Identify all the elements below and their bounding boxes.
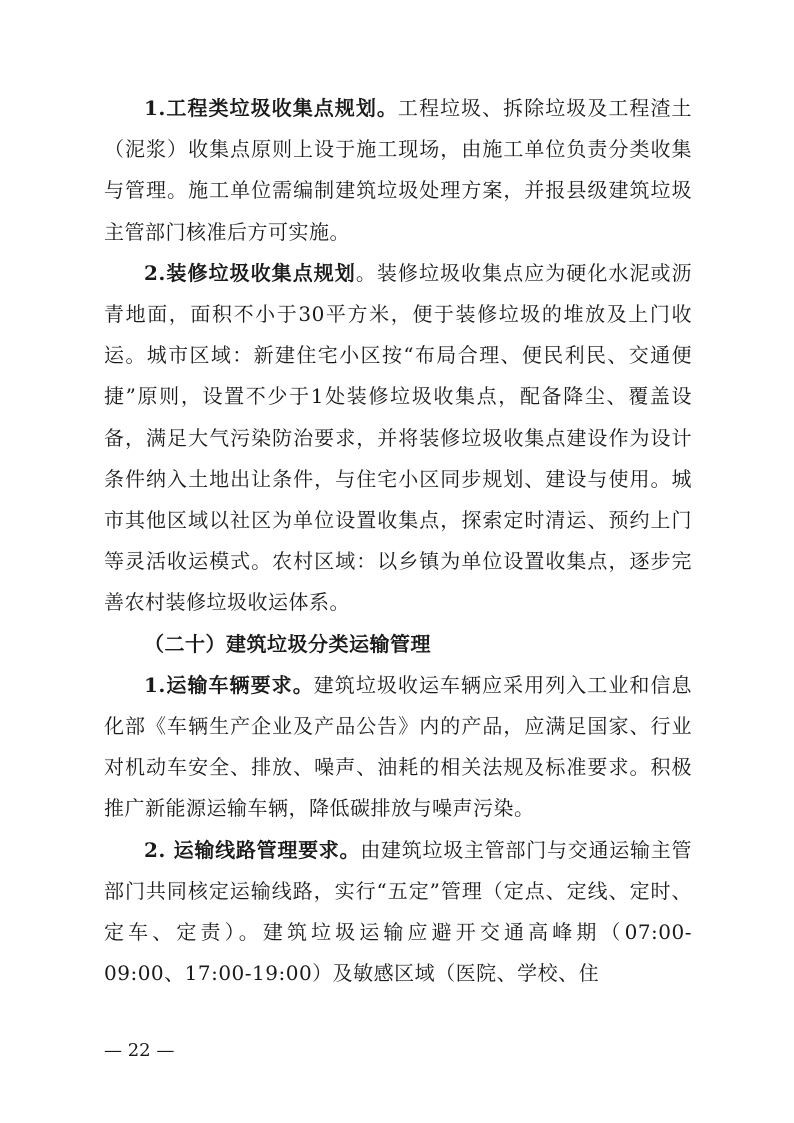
document-body	[104, 88, 692, 994]
paragraph-transport-vehicles	[104, 665, 692, 830]
paragraph-transport-routes	[104, 830, 692, 995]
paragraph-body: 建筑垃圾收运车辆应采用列入工业和信息化部《车辆生产企业及产品公告》内的产品，应满足国家、行业对机动车安全、排放、噪声、油耗的相关法规及标准要求。积极推广新能源运输车辆，降低碳排放与噪声污染。	[104, 672, 692, 821]
paragraph-lead: 2. 运输线路管理要求。	[144, 837, 361, 862]
paragraph-lead: 2.装修垃圾收集点规划	[144, 260, 356, 285]
paragraph-renovation-waste	[104, 253, 692, 624]
section-heading: （二十）建筑垃圾分类运输管理	[144, 631, 431, 656]
page-number: — 22 —	[104, 1040, 175, 1061]
paragraph-body: 。装修垃圾收集点应为硬化水泥或沥青地面，面积不小于30平方米，便于装修垃圾的堆放及上门收运。城市区域：新建住宅小区按“布局合理、便民利民、交通便捷”原则，设置不少于1处装修垃圾收集点，配备降尘、覆盖设备，满足大气污染防治要求，并将装修垃圾收集点建设作为设计条件纳入土地出让条件，与住宅小区同步规划、建设与使用。城市其他区域以社区为单位设置收集点，探索定时清运、预约上门等灵活收运模式。农村区域：以乡镇为单位设置收集点，逐步完善农村装修垃圾收运体系。	[104, 260, 692, 615]
paragraph-lead: 1.运输车辆要求。	[144, 672, 314, 697]
paragraph-body: 由建筑垃圾主管部门与交通运输主管部门共同核定运输线路，实行“五定”管理（定点、定线、定时、定车、定责）。建筑垃圾运输应避开交通高峰期（07:00-09:00、17:00-19:00）及敏感区域（医院、学校、住	[104, 837, 693, 986]
paragraph-body: 工程垃圾、拆除垃圾及工程渣土（泥浆）收集点原则上设于施工现场，由施工单位负责分类收集与管理。施工单位需编制建筑垃圾处理方案，并报县级建筑垃圾主管部门核准后方可实施。	[104, 96, 692, 244]
paragraph-lead: 1.工程类垃圾收集点规划。	[144, 96, 398, 120]
paragraph-engineering-waste	[104, 88, 692, 253]
